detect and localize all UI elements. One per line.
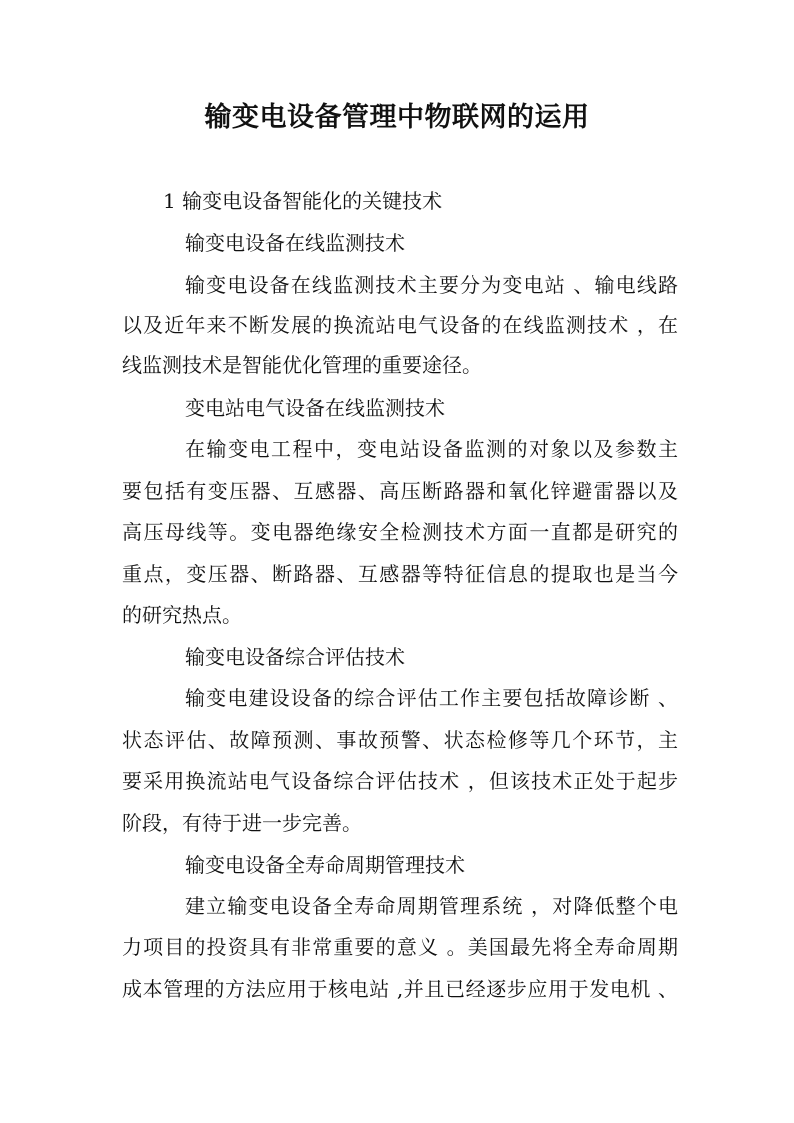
paragraph-line: 输变电设备在线监测技术主要分为变电站 、输电线路 — [185, 273, 678, 297]
subsection-heading: 输变电设备在线监测技术 — [185, 231, 405, 255]
paragraph-line: 重点，变压器、断路器、互感器等特征信息的提取也是当今 — [122, 562, 678, 586]
paragraph-line: 要采用换流站电气设备综合评估技术 ，但该技术正处于起步 — [122, 769, 678, 793]
paragraph-line: 要包括有变压器、互感器、高压断路器和氧化锌避雷器以及 — [122, 479, 678, 503]
paragraph-line: 高压母线等。变电器绝缘安全检测技术方面一直都是研究的 — [122, 520, 678, 544]
subsection-heading: 输变电设备综合评估技术 — [185, 645, 405, 669]
section-heading: 1 输变电设备智能化的关键技术 — [163, 189, 443, 213]
paragraph-line: 力项目的投资具有非常重要的意义 。美国最先将全寿命周期 — [122, 935, 678, 959]
paragraph-line: 线监测技术是智能优化管理的重要途径。 — [122, 353, 482, 377]
paragraph-line: 的研究热点。 — [122, 603, 242, 627]
subsection-heading: 输变电设备全寿命周期管理技术 — [185, 853, 465, 877]
paragraph-line: 状态评估、故障预测、事故预警、状态检修等几个环节，主 — [122, 728, 678, 752]
subsection-heading: 变电站电气设备在线监测技术 — [185, 396, 445, 420]
document-title: 输变电设备管理中物联网的运用 — [204, 102, 590, 133]
paragraph-line: 在输变电工程中，变电站设备监测的对象以及参数主 — [185, 437, 678, 461]
paragraph-line: 以及近年来不断发展的换流站电气设备的在线监测技术 ，在 — [122, 313, 678, 337]
paragraph-line: 输变电建设设备的综合评估工作主要包括故障诊断 、 — [185, 686, 678, 710]
paragraph-line: 阶段，有待于进一步完善。 — [122, 811, 362, 835]
paragraph-line: 成本管理的方法应用于核电站 ,并且已经逐步应用于发电机 、 — [122, 977, 678, 1001]
paragraph-line: 建立输变电设备全寿命周期管理系统 ，对降低整个电 — [185, 894, 678, 918]
